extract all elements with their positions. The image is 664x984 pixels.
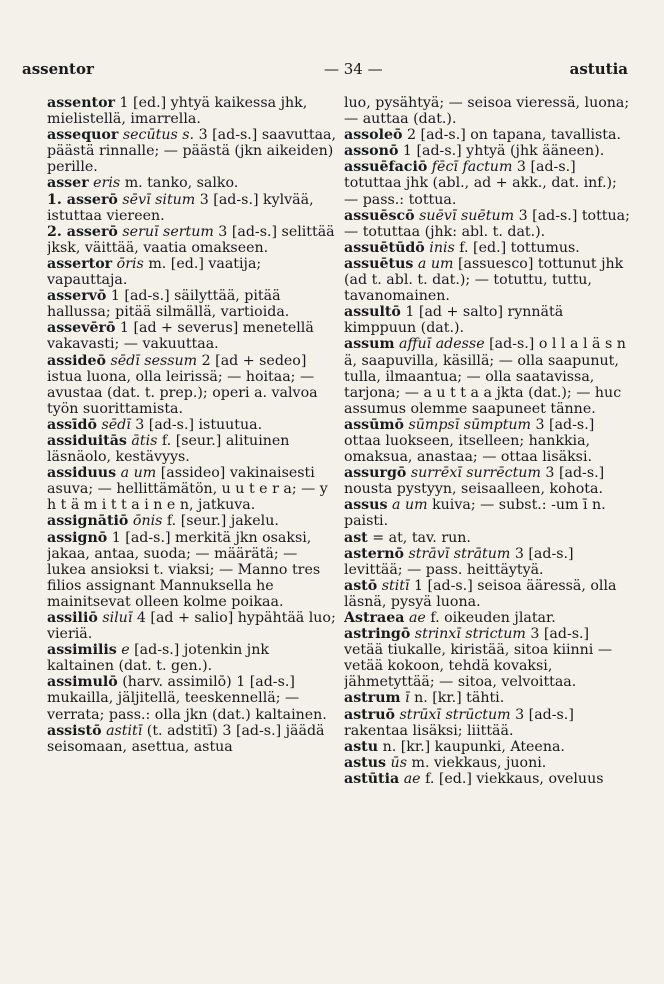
dictionary-entry	[344, 739, 632, 755]
entry-definition: m. tanko, salko.	[120, 175, 239, 192]
entry-grammar-forms: a um	[116, 465, 157, 482]
entry-headword: assequor	[47, 127, 119, 144]
entry-headword: asternō	[344, 545, 405, 562]
entry-definition: (t. adstitī) 3 [ad-s.] jäädä seisomaan, asettua, astua	[47, 722, 325, 755]
dictionary-entry	[47, 256, 339, 288]
dictionary-entry	[344, 465, 632, 497]
dictionary-entry	[47, 465, 339, 513]
dictionary-entry	[47, 610, 339, 642]
entry-headword: assistō	[47, 722, 102, 739]
dictionary-entry	[344, 546, 632, 578]
entry-headword: assignō	[47, 529, 108, 546]
entry-definition: 1 [ad + severus] menetellä vakavasti; — vakuuttaa.	[47, 320, 314, 353]
entry-definition: 2 [ad-s.] on tapana, tavallista.	[402, 127, 621, 144]
entry-headword: assus	[344, 497, 388, 514]
entry-headword: assuētūdō	[344, 239, 425, 256]
right-column	[344, 95, 632, 787]
page-number: — 34 —	[324, 60, 383, 78]
entry-grammar-forms: surrēxī surrēctum	[406, 465, 541, 482]
entry-headword: assultō	[344, 304, 401, 321]
entry-definition: (harv. assimilō) 1 [ad-s.] mukailla, jäljitellä, teeskennellä; — verrata; pass.: olla jkn (dat.) kaltainen.	[47, 674, 327, 723]
entry-definition: 1 [ad-s.] merkitä jkn osaksi, jakaa, antaa, suoda; — määrätä; — lukea ansioksi t. viaksi; — Manno tres filios assignant Mannuksella he mainitsevat olleen kolme poikaa.	[47, 529, 321, 610]
left-column	[47, 95, 339, 755]
entry-headword: astu	[344, 738, 379, 755]
entry-definition: f. [ed.] tottumus.	[454, 239, 580, 256]
dictionary-entry	[47, 288, 339, 320]
entry-definition: 1 [ad-s.] seisoa ääressä, olla läsnä, pysyä luona.	[344, 577, 617, 610]
dictionary-entry	[344, 95, 632, 127]
entry-headword: ast	[344, 529, 368, 546]
dictionary-entry	[344, 610, 632, 626]
entry-headword: assimulō	[47, 674, 118, 691]
dictionary-entry	[47, 192, 339, 224]
entry-grammar-forms: e	[116, 642, 130, 659]
entry-headword: asser	[47, 175, 89, 192]
entry-grammar-forms: seruī sertum	[117, 223, 214, 240]
entry-headword: assimilis	[47, 642, 117, 659]
entry-grammar-forms: ae	[399, 770, 421, 787]
entry-definition: 3 [ad-s.] saavuttaa, päästä rinnalle; — päästä (jkn aikeiden) perille.	[47, 127, 337, 176]
entry-grammar-forms: stitī	[377, 577, 410, 594]
entry-headword: assūmō	[344, 416, 404, 433]
entry-grammar-forms: a um	[413, 255, 454, 272]
entry-definition: 1 [ad-s.] säilyttää, pitää hallussa; pitää silmällä, vartioida.	[47, 288, 290, 321]
entry-definition: 1 [ad-s.] yhtyä (jhk ääneen).	[398, 143, 605, 160]
dictionary-entry	[47, 433, 339, 465]
entry-definition: m. [ed.] vaatija; vapauttaja.	[47, 255, 262, 289]
entry-definition: 3 [ad-s.] vetää tiukalle, kiristää, sitoa kiinni — vetää kokoon, tehdä kovaksi, jähmetyttää; — sitoa, velvoittaa.	[344, 626, 613, 691]
entry-headword: 1. asserō	[47, 191, 118, 208]
dictionary-entry	[47, 224, 339, 256]
entry-grammar-forms: sēdī sessum	[105, 352, 198, 369]
entry-headword: assiduus	[47, 465, 117, 482]
entry-grammar-forms: ūs	[386, 754, 407, 771]
entry-headword: assonō	[344, 143, 399, 160]
entry-grammar-forms: ōris	[112, 255, 144, 272]
entry-grammar-forms: affuī adesse	[394, 336, 485, 353]
dictionary-entry	[47, 417, 339, 433]
entry-headword: assevērō	[47, 320, 116, 337]
entry-headword: assoleō	[344, 127, 403, 144]
entry-grammar-forms: a um	[387, 497, 428, 514]
dictionary-entry	[344, 497, 632, 529]
header-last-word: astutia	[569, 60, 628, 78]
dictionary-entry	[47, 127, 339, 175]
entry-definition: 3 [ad-s.] istuutua.	[130, 416, 263, 433]
entry-definition: [assideo] vakinaisesti asuva; — hellittämätön, u u t e r a; — y h t ä m i t t a i n e n, jatkuva.	[47, 465, 328, 514]
entry-grammar-forms: sēdī	[96, 416, 131, 433]
dictionary-entry	[344, 256, 632, 304]
entry-grammar-forms: strāvī strātum	[404, 545, 511, 562]
dictionary-entry	[344, 417, 632, 465]
entry-definition: 2 [ad + sedeo] istua luona, olla leirissä; — hoitaa; — avustaa (dat. t. prep.); operi a. valvoa työn suorittamista.	[47, 352, 318, 417]
entry-headword: assurgō	[344, 465, 407, 482]
entry-grammar-forms: sūmpsī sūmptum	[403, 416, 532, 433]
entry-definition: f. oikeuden jlatar.	[425, 610, 556, 626]
entry-definition: f. [seur.] alituinen läsnäolo, kestävyys.	[47, 432, 290, 466]
entry-headword: astus	[344, 754, 387, 771]
dictionary-entry	[344, 159, 632, 207]
entry-headword: assiduitās	[47, 432, 127, 449]
entry-definition: n. [kr.] kaupunki, Ateena.	[378, 738, 565, 755]
dictionary-entry	[344, 707, 632, 739]
entry-definition: 3 [ad-s.] rakentaa lisäksi; liittää.	[344, 706, 574, 739]
entry-definition: [ad-s.] o l l a l ä s n ä, saapuvilla, käsillä; — olla saapunut, tulla, ilmaantua; — olla saatavissa, tarjona; — a u t t a a jkta (dat.); — huc assumus olemme saapuneet tänne.	[344, 336, 626, 417]
entry-headword: asservō	[47, 288, 107, 305]
entry-grammar-forms: siluī	[97, 610, 133, 626]
entry-headword: assuēfaciō	[344, 159, 428, 176]
entry-headword: astruō	[344, 706, 395, 723]
entry-definition: 3 [ad-s.] kylvää, istuttaa viereen.	[47, 191, 314, 224]
dictionary-entry	[344, 127, 632, 143]
entry-headword: astringō	[344, 626, 411, 643]
dictionary-entry	[47, 175, 339, 191]
entry-definition: = at, tav. run.	[367, 529, 471, 546]
entry-definition: [assuesco] tottunut jhk (ad t. abl. t. dat.); — totuttu, tuttu, tavanomainen.	[344, 255, 624, 305]
entry-grammar-forms: strinxī strictum	[410, 626, 526, 643]
entry-grammar-forms: ātis	[126, 432, 158, 449]
dictionary-entry	[47, 320, 339, 352]
entry-headword: astrum	[344, 690, 401, 707]
entry-definition: 3 [ad-s.] nousta pystyyn, seisaalleen, kohota.	[344, 465, 605, 498]
dictionary-entry	[47, 353, 339, 417]
dictionary-entry	[344, 626, 632, 690]
entry-grammar-forms: ōnis	[128, 513, 163, 530]
entry-headword: assignātiō	[47, 513, 129, 530]
entry-grammar-forms: eris	[88, 175, 121, 192]
entry-definition: m. viekkaus, juoni.	[406, 754, 547, 771]
entry-definition: 3 [ad-s.] tottua; — totuttaa (jhk: abl. t. dat.).	[344, 207, 630, 240]
running-header	[22, 60, 628, 80]
entry-definition: 3 [ad-s.] levittää; — pass. heittäytyä.	[344, 545, 574, 578]
dictionary-entry	[47, 95, 339, 127]
entry-grammar-forms: fēcī factum	[427, 159, 513, 176]
entry-definition: f. [seur.] jakelu.	[162, 513, 279, 530]
entry-definition: f. [ed.] viekkaus, oveluus	[420, 770, 604, 787]
entry-headword: assentor	[47, 95, 116, 111]
entry-definition: [ad-s.] jotenkin jnk kaltainen (dat. t. gen.).	[47, 642, 269, 675]
entry-headword: assuēscō	[344, 207, 415, 224]
entry-definition: kuiva; — subst.: -um ī n. paisti.	[344, 497, 606, 530]
entry-headword: assuētus	[344, 255, 414, 272]
entry-definition: 1 [ad + salto] rynnätä kimppuun (dat.).	[344, 304, 564, 337]
dictionary-entry	[344, 208, 632, 240]
entry-grammar-forms: suēvī suētum	[414, 207, 515, 224]
dictionary-entry	[47, 674, 339, 722]
entry-grammar-forms: astitī	[101, 722, 143, 739]
entry-grammar-forms: ae	[404, 610, 426, 626]
entry-grammar-forms: strūxī strūctum	[395, 706, 511, 723]
dictionary-entry	[344, 240, 632, 256]
entry-headword: assīdō	[47, 416, 97, 433]
dictionary-entry	[47, 642, 339, 674]
dictionary-entry	[344, 143, 632, 159]
entry-headword: assum	[344, 336, 395, 353]
entry-definition: 3 [ad-s.] totuttaa jhk (abl., ad + akk., dat. inf.); — pass.: tottua.	[344, 159, 617, 208]
entry-definition: 3 [ad-s.] selittää jksk, väittää, vaatia omakseen.	[47, 223, 335, 256]
dictionary-entry	[47, 513, 339, 529]
entry-headword: astō	[344, 577, 378, 594]
entry-grammar-forms: inis	[424, 239, 455, 256]
entry-grammar-forms: ī	[400, 690, 410, 707]
dictionary-entry	[344, 336, 632, 416]
entry-definition: 1 [ed.] yhtyä kaikessa jhk, mielistellä, imarrella.	[47, 95, 308, 128]
entry-headword: assertor	[47, 255, 113, 272]
entry-headword: Astraea	[344, 610, 405, 626]
entry-definition: n. [kr.] tähti.	[409, 690, 505, 707]
entry-definition: 3 [ad-s.] ottaa luokseen, itselleen; hankkia, omaksua, anastaa; — ottaa lisäksi.	[344, 416, 595, 466]
entry-definition: luo, pysähtyä; — seisoa vieressä, luona; — auttaa (dat.).	[344, 95, 630, 128]
entry-headword: 2. asserō	[47, 223, 118, 240]
entry-grammar-forms: secūtus s.	[118, 127, 195, 144]
dictionary-entry	[47, 723, 339, 755]
entry-headword: astūtia	[344, 770, 400, 787]
entry-grammar-forms: sēvī situm	[117, 191, 196, 208]
dictionary-entry	[344, 690, 632, 706]
dictionary-entry	[344, 578, 632, 610]
entry-definition: 4 [ad + salio] hypähtää luo; vieriä.	[47, 610, 336, 643]
header-first-word: assentor	[22, 60, 94, 78]
entry-headword: assideō	[47, 352, 106, 369]
dictionary-entry	[344, 530, 632, 546]
dictionary-entry	[344, 771, 632, 787]
entry-headword: assiliō	[47, 610, 98, 626]
dictionary-entry	[47, 530, 339, 610]
dictionary-entry	[344, 304, 632, 336]
dictionary-entry	[344, 755, 632, 771]
